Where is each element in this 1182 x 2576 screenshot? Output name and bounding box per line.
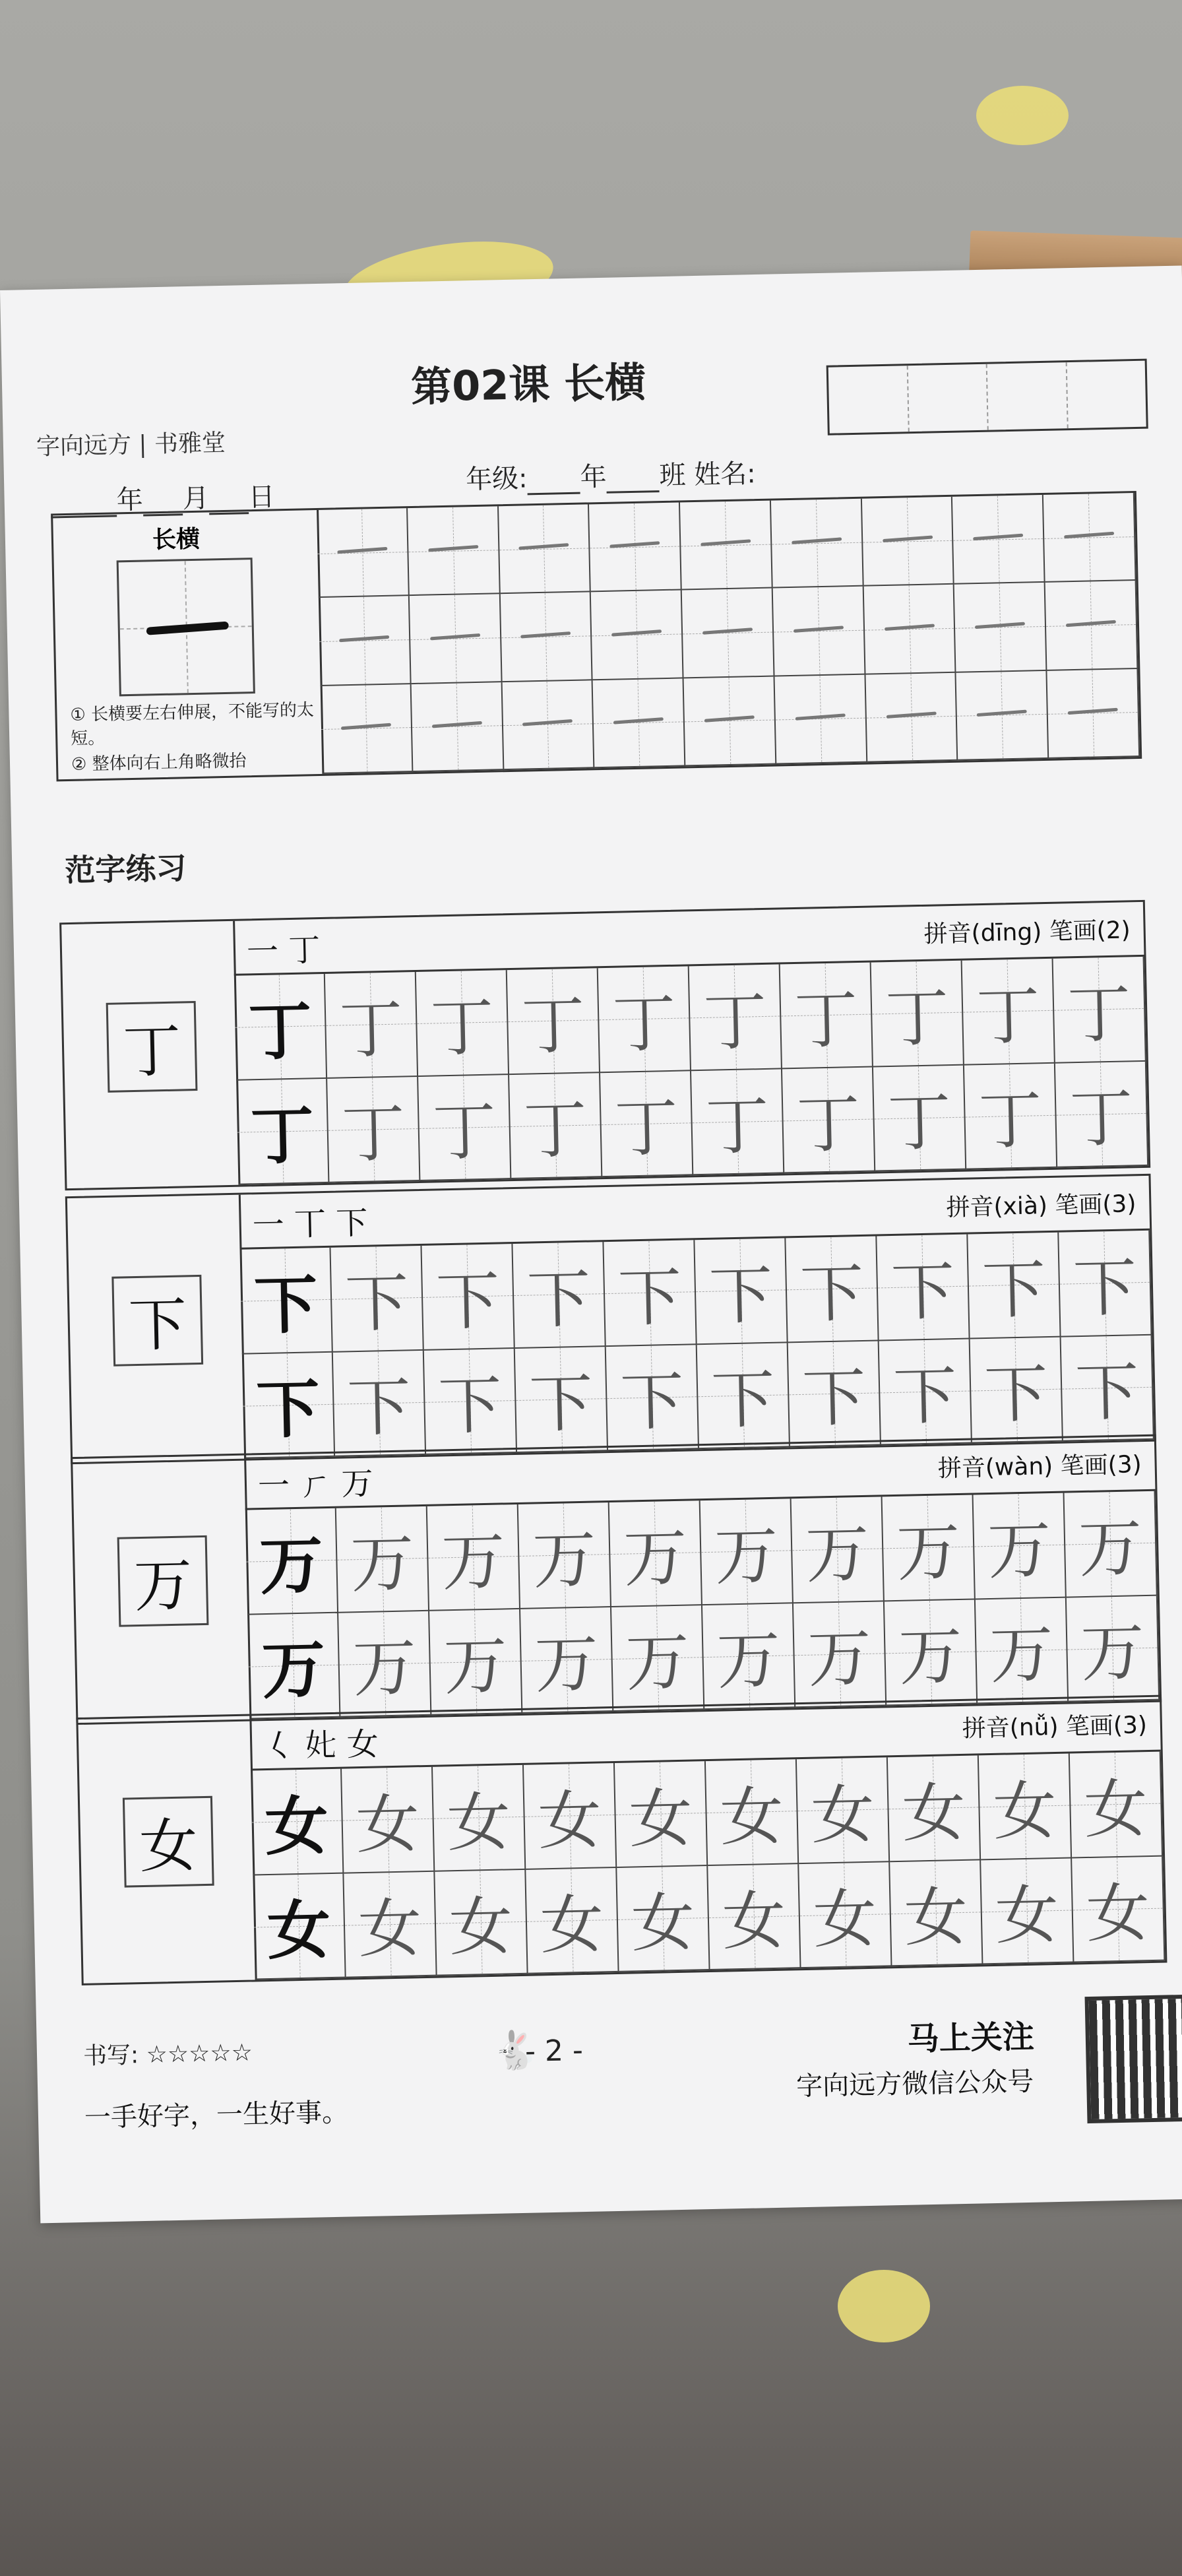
worksheet-page — [0, 265, 1182, 2223]
model-panel — [67, 1195, 246, 1462]
practice-cell — [1059, 1231, 1152, 1337]
handwritten-character: 丁 — [704, 1089, 770, 1165]
handwritten-character: 万 — [534, 1626, 599, 1702]
practice-cell — [593, 678, 686, 768]
handwritten-character: 万 — [898, 1619, 963, 1695]
handwritten-character: 下 — [710, 1363, 776, 1438]
practice-cell — [890, 1860, 983, 1966]
practice-cell — [962, 959, 1055, 1065]
handwritten-character: 万 — [807, 1621, 872, 1697]
practice-cell — [236, 1078, 329, 1184]
grade-class-name-line: 年级: 年 班 姓名: — [465, 459, 757, 496]
practice-cell — [327, 1076, 420, 1182]
practice-cell — [240, 1248, 333, 1354]
note-1: ① 长横要左右伸展，不能写的太短。 — [70, 700, 315, 749]
rating-stars: 书写: ☆☆☆☆☆ — [82, 2039, 253, 2070]
model-character: 万 — [259, 1528, 324, 1603]
character-row — [65, 1174, 1156, 1464]
character-row — [71, 1434, 1162, 1725]
practice-cell — [952, 495, 1045, 585]
handwritten-character: 丁 — [886, 1085, 952, 1161]
practice-cell — [774, 674, 867, 764]
practice-cell — [708, 1864, 801, 1970]
practice-cell — [520, 1607, 613, 1714]
stroke-intro-box — [51, 491, 1142, 781]
practice-cell — [689, 964, 782, 1070]
stroke-order: 一 ㄏ 万 — [257, 1465, 374, 1505]
handwritten-character: 万 — [714, 1518, 779, 1594]
pinyin-stroke-count: 拼音(nǚ) 笔画(3) — [962, 1712, 1148, 1743]
practice-cell — [695, 1238, 788, 1344]
handwritten-character: 女 — [448, 1889, 514, 1965]
practice-cell — [342, 1767, 435, 1873]
intro-title: 长横 — [152, 525, 201, 554]
practice-cell — [515, 1347, 608, 1453]
practice-cell — [433, 1765, 526, 1871]
practice-cell — [782, 1067, 875, 1173]
practice-cell — [883, 1495, 976, 1601]
practice-cell — [604, 1240, 697, 1346]
handwritten-character: 下 — [801, 1361, 867, 1436]
practice-cell — [877, 1235, 970, 1341]
practice-cell — [321, 684, 414, 774]
practice-cell — [771, 499, 864, 589]
model-character: 下 — [255, 1372, 321, 1448]
handwritten-character: 万 — [1080, 1615, 1145, 1691]
practice-cell — [247, 1613, 340, 1719]
practice-cell — [502, 680, 595, 770]
practice-cell — [418, 1075, 511, 1181]
practice-cell — [598, 966, 691, 1072]
practice-cell — [600, 1071, 693, 1177]
practice-cell — [697, 1343, 790, 1449]
handwritten-character: 下 — [617, 1260, 683, 1336]
handwritten-character: 女 — [992, 1773, 1057, 1849]
practice-cell — [317, 508, 410, 598]
stroke-order: 𡿨 𡚨 女 — [263, 1725, 379, 1766]
practice-cell — [879, 1339, 972, 1445]
handwritten-character: 女 — [719, 1779, 784, 1855]
handwritten-character: 女 — [539, 1887, 605, 1963]
handwritten-character: 下 — [344, 1266, 410, 1341]
pinyin-stroke-count: 拼音(dīng) 笔画(2) — [923, 917, 1131, 948]
handwritten-character: 万 — [987, 1512, 1052, 1588]
practice-cell — [500, 593, 593, 682]
handwritten-character: 丁 — [978, 1083, 1043, 1159]
handwritten-character: 下 — [346, 1370, 412, 1446]
qr-code-icon — [1085, 1994, 1182, 2123]
practice-cell — [336, 1506, 429, 1613]
practice-cell — [416, 970, 509, 1076]
practice-cell — [786, 1236, 879, 1342]
handwritten-character: 丁 — [340, 1096, 406, 1172]
handwritten-character: 女 — [630, 1885, 696, 1961]
practice-cell — [799, 1862, 892, 1968]
practice-cell — [979, 1754, 1072, 1860]
stroke-order: 一 丁 — [246, 932, 321, 971]
character-row — [76, 1695, 1167, 1985]
practice-cell — [964, 1063, 1057, 1169]
handwritten-character: 下 — [1072, 1250, 1138, 1326]
practice-cell — [507, 968, 600, 1074]
model-panel — [73, 1456, 251, 1723]
practice-cell — [1070, 1752, 1163, 1858]
note-2: ② 整体向右上角略微抬 — [71, 751, 247, 775]
practice-cell — [253, 1873, 346, 1980]
handwritten-character: 丁 — [702, 984, 768, 1060]
practice-cell — [792, 1497, 885, 1603]
handwritten-character: 万 — [1078, 1510, 1143, 1586]
handwritten-character: 下 — [526, 1262, 592, 1337]
handwritten-character: 女 — [1083, 1771, 1148, 1847]
practice-cell — [338, 1611, 431, 1717]
practice-cell — [325, 972, 418, 1078]
handwritten-character: 下 — [983, 1357, 1049, 1433]
handwritten-character: 万 — [896, 1514, 961, 1590]
practice-cell — [865, 672, 958, 762]
practice-cell — [1072, 1856, 1165, 1962]
handwritten-character: 女 — [901, 1775, 966, 1851]
handwritten-character: 女 — [446, 1785, 511, 1861]
handwritten-character: 万 — [716, 1623, 781, 1698]
practice-cell — [954, 583, 1047, 672]
handwritten-character: 下 — [981, 1252, 1047, 1328]
practice-cell — [888, 1755, 981, 1861]
handwritten-character: 丁 — [976, 978, 1041, 1054]
handwritten-character: 丁 — [1067, 977, 1132, 1052]
character-practice-grid — [239, 1229, 1154, 1459]
practice-cell — [344, 1871, 437, 1978]
practice-cell — [702, 1603, 795, 1710]
handwritten-character: 丁 — [338, 992, 404, 1068]
practice-cell — [591, 591, 684, 680]
pinyin-stroke-count: 拼音(wàn) 笔画(3) — [937, 1451, 1142, 1483]
handwritten-character: 女 — [628, 1781, 693, 1857]
handwritten-character: 下 — [892, 1359, 958, 1434]
handwritten-character: 万 — [532, 1522, 597, 1598]
practice-cell — [611, 1605, 704, 1712]
handwritten-character: 女 — [537, 1783, 602, 1859]
handwritten-character: 丁 — [885, 980, 950, 1056]
practice-cell — [251, 1769, 344, 1875]
handwritten-character: 下 — [435, 1264, 501, 1339]
model-character: 下 — [253, 1268, 319, 1343]
practice-cell — [976, 1597, 1069, 1704]
practice-cell — [873, 1065, 966, 1171]
practice-cell — [788, 1341, 881, 1447]
practice-cell — [793, 1601, 886, 1708]
practice-cell — [1045, 581, 1138, 670]
practice-cell — [411, 682, 504, 772]
practice-cell — [1067, 1595, 1160, 1702]
practice-cell — [885, 1599, 978, 1706]
practice-cell — [421, 1244, 514, 1350]
handwritten-character: 女 — [357, 1891, 423, 1967]
practice-cell — [773, 587, 866, 676]
section-title: 范字练习 — [64, 850, 187, 889]
practice-cell — [333, 1350, 426, 1456]
handwritten-character: 丁 — [1069, 1081, 1134, 1157]
model-character: 丁 — [247, 994, 313, 1070]
character-row — [59, 900, 1150, 1190]
practice-cell — [427, 1504, 520, 1611]
practice-cell — [234, 974, 327, 1080]
handwritten-character: 丁 — [520, 988, 586, 1064]
practice-cell — [424, 1349, 517, 1455]
practice-cell — [617, 1866, 710, 1972]
practice-cell — [863, 585, 956, 674]
model-panel — [61, 921, 240, 1188]
practice-cell — [862, 497, 955, 587]
practice-cell — [513, 1242, 606, 1348]
practice-cell — [1043, 493, 1136, 583]
handwritten-character: 万 — [350, 1526, 415, 1602]
practice-cell — [606, 1345, 699, 1451]
practice-cell — [780, 963, 873, 1069]
practice-cell — [429, 1609, 522, 1715]
handwritten-character: 丁 — [429, 990, 495, 1066]
character-practice-grid — [251, 1750, 1165, 1980]
practice-cell — [700, 1498, 793, 1605]
model-character: 下 — [111, 1275, 203, 1367]
model-character: 女 — [266, 1893, 332, 1969]
handwritten-character: 下 — [437, 1368, 503, 1444]
practice-cell — [242, 1352, 335, 1458]
practice-cell — [1065, 1491, 1158, 1597]
practice-cell — [1053, 957, 1146, 1063]
name-boxes — [826, 359, 1148, 435]
follow-label: 马上关注 — [907, 2018, 1035, 2058]
practice-cell — [706, 1759, 799, 1865]
handwritten-character: 万 — [443, 1628, 508, 1704]
stroke-practice-grid — [317, 493, 1140, 774]
handwritten-character: 女 — [903, 1880, 969, 1956]
wechat-label: 字向远方微信公众号 — [795, 2066, 1034, 2102]
practice-cell — [684, 676, 777, 766]
handwritten-character: 丁 — [611, 986, 677, 1062]
motto: 一手好字，一生好事。 — [84, 2097, 349, 2133]
practice-cell — [518, 1502, 611, 1609]
handwritten-character: 万 — [623, 1520, 688, 1596]
page-number: - 2 - — [524, 2034, 584, 2069]
practice-cell — [1047, 669, 1140, 759]
practice-cell — [499, 504, 592, 594]
stroke-order: 一 丅 下 — [252, 1204, 368, 1244]
handwritten-character: 下 — [528, 1366, 594, 1442]
handwritten-character: 下 — [799, 1256, 865, 1332]
handwritten-character: 下 — [890, 1254, 956, 1330]
handwritten-character: 丁 — [795, 1087, 861, 1163]
brand-logo: 字向远方 | 书雅堂 — [36, 429, 226, 461]
handwritten-character: 女 — [1085, 1876, 1151, 1952]
desk-pattern — [976, 86, 1069, 145]
character-practice-grid — [234, 955, 1148, 1185]
handwritten-character: 万 — [625, 1625, 690, 1700]
practice-cell — [1061, 1335, 1154, 1441]
practice-cell — [615, 1761, 708, 1867]
handwritten-character: 女 — [812, 1881, 878, 1957]
practice-cell — [1055, 1061, 1148, 1167]
practice-cell — [680, 501, 773, 591]
handwritten-character: 下 — [619, 1364, 685, 1440]
model-character: 女 — [264, 1788, 330, 1864]
rabbit-icon: 🐇 — [491, 2028, 539, 2073]
practice-cell — [410, 595, 503, 684]
practice-cell — [435, 1869, 528, 1976]
practice-cell — [526, 1867, 619, 1974]
handwritten-character: 丁 — [431, 1094, 497, 1170]
practice-cell — [524, 1763, 617, 1869]
handwritten-character: 下 — [708, 1258, 774, 1334]
intro-panel — [53, 510, 324, 779]
practice-cell — [589, 502, 682, 592]
character-practice-grid — [245, 1489, 1160, 1720]
handwritten-character: 女 — [721, 1883, 787, 1959]
practice-cell — [408, 506, 501, 596]
handwritten-character: 下 — [1074, 1355, 1140, 1431]
desk-pattern — [838, 2270, 930, 2342]
practice-cell — [319, 596, 412, 686]
practice-cell — [970, 1337, 1063, 1443]
handwritten-character: 万 — [805, 1516, 870, 1592]
model-character: 万 — [117, 1535, 209, 1627]
handwritten-character: 女 — [994, 1878, 1060, 1954]
long-horizontal-stroke — [146, 622, 230, 635]
model-character: 丁 — [106, 1001, 198, 1093]
practice-cell — [509, 1073, 602, 1179]
handwritten-character: 万 — [989, 1617, 1054, 1693]
practice-cell — [974, 1493, 1067, 1599]
model-panel — [78, 1716, 257, 1983]
practice-cell — [691, 1069, 784, 1175]
handwritten-character: 丁 — [793, 982, 859, 1058]
date-line: 年 月 日 — [50, 476, 275, 518]
handwritten-character: 丁 — [613, 1091, 679, 1167]
pinyin-stroke-count: 拼音(xià) 笔画(3) — [946, 1190, 1136, 1222]
practice-cell — [956, 671, 1049, 761]
practice-cell — [245, 1508, 338, 1615]
practice-cell — [981, 1858, 1074, 1964]
demo-grid — [117, 558, 255, 696]
handwritten-character: 万 — [441, 1524, 506, 1600]
practice-cell — [330, 1246, 423, 1352]
practice-cell — [871, 961, 964, 1067]
lesson-title: 第02课 长横 — [410, 358, 646, 411]
model-character: 丁 — [249, 1098, 315, 1174]
handwritten-character: 丁 — [522, 1092, 588, 1168]
handwritten-character: 万 — [352, 1630, 418, 1706]
handwritten-character: 女 — [810, 1777, 875, 1853]
model-character: 女 — [123, 1796, 214, 1888]
model-character: 万 — [261, 1632, 327, 1708]
practice-cell — [968, 1233, 1061, 1339]
practice-cell — [797, 1757, 890, 1863]
handwritten-character: 女 — [355, 1786, 420, 1862]
practice-cell — [609, 1500, 702, 1607]
practice-cell — [682, 589, 775, 678]
